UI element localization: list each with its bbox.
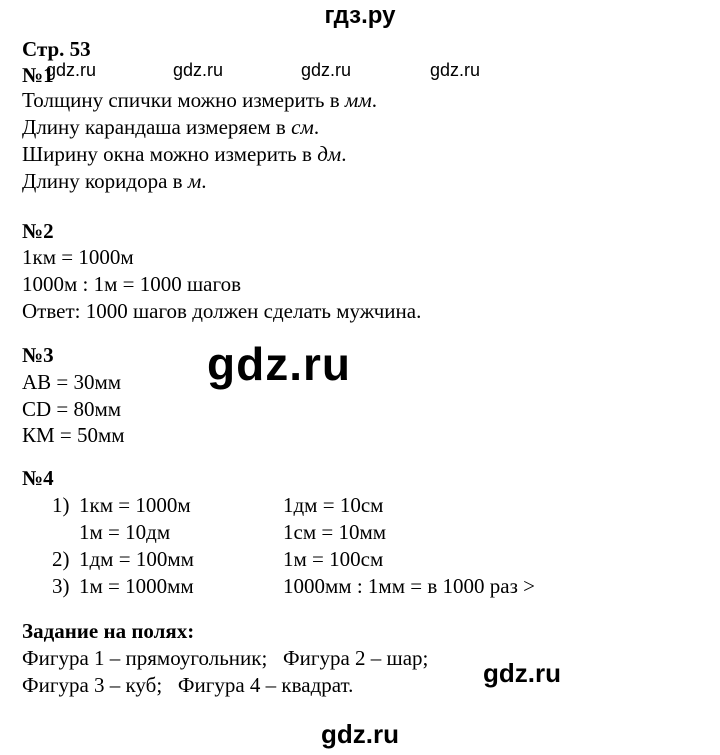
task1-line-unit: дм bbox=[317, 142, 342, 166]
task1-line-unit: см bbox=[291, 115, 314, 139]
task4-row-4-num: 3) bbox=[52, 574, 70, 598]
task1-line-unit: мм bbox=[344, 88, 372, 112]
task1-line-end: . bbox=[341, 142, 347, 166]
task1-line-1 bbox=[22, 87, 377, 113]
task1-line-3 bbox=[22, 141, 346, 167]
task2-title: №2 bbox=[22, 219, 54, 243]
task4-row-1-left: 1км = 1000м bbox=[79, 493, 191, 517]
site-title: гдз.ру bbox=[324, 2, 396, 29]
task4-title: №4 bbox=[22, 466, 54, 490]
watermark-center: gdz.ru bbox=[207, 338, 351, 390]
task1-line-unit: м bbox=[187, 169, 202, 193]
task1-line-text: Ширину окна можно измерить в bbox=[22, 142, 318, 166]
task3-title: №3 bbox=[22, 343, 54, 367]
task1-line-end: . bbox=[371, 88, 377, 112]
watermark-right: gdz.ru bbox=[483, 658, 561, 688]
task1-line-text: Толщину спички можно измерить в bbox=[22, 88, 345, 112]
watermark-bottom: gdz.ru bbox=[321, 719, 399, 749]
task4-row-1-right: 1дм = 10см bbox=[283, 493, 384, 517]
task4-row-3-right: 1м = 100см bbox=[283, 547, 384, 571]
task2-line-1: 1км = 1000м bbox=[22, 245, 134, 269]
watermark-row-4: gdz.ru bbox=[430, 60, 481, 80]
task1-title: №1 bbox=[22, 63, 54, 87]
task2-line-2: 1000м : 1м = 1000 шагов bbox=[22, 272, 242, 296]
task4-row-1-num: 1) bbox=[52, 493, 70, 517]
watermark-row-3: gdz.ru bbox=[301, 60, 352, 80]
task4-row-2-right: 1см = 10мм bbox=[283, 520, 387, 544]
task3-line-3: КМ = 50мм bbox=[22, 423, 125, 447]
task1-line-end: . bbox=[201, 169, 207, 193]
margin-task-line-2: Фигура 3 – куб; Фигура 4 – квадрат. bbox=[22, 673, 354, 697]
task3-line-2: CD = 80мм bbox=[22, 397, 122, 421]
task4-row-3-num: 2) bbox=[52, 547, 70, 571]
task4-row-4-right: 1000мм : 1мм = в 1000 раз > bbox=[283, 574, 535, 598]
task1-line-end: . bbox=[313, 115, 320, 139]
margin-task-title: Задание на полях: bbox=[22, 619, 195, 643]
task4-row-2-left: 1м = 10дм bbox=[79, 520, 171, 544]
task1-line-text: Длину коридора в bbox=[22, 169, 188, 193]
watermark-row-2: gdz.ru bbox=[173, 60, 224, 80]
page-label: Стр. 53 bbox=[22, 37, 91, 61]
task1-line-text: Длину карандаша измеряем в bbox=[22, 115, 292, 139]
task1-line-4 bbox=[22, 168, 206, 194]
watermark-row-1: gdz.ru bbox=[46, 60, 97, 80]
task4-row-4-left: 1м = 1000мм bbox=[79, 574, 194, 598]
task3-line-1: АВ = 30мм bbox=[22, 370, 122, 394]
task4-row-3-left: 1дм = 100мм bbox=[79, 547, 194, 571]
margin-task-line-1: Фигура 1 – прямоугольник; Фигура 2 – шар; bbox=[22, 646, 429, 670]
task2-line-3: Ответ: 1000 шагов должен сделать мужчина. bbox=[22, 299, 422, 323]
task1-line-2 bbox=[22, 114, 319, 140]
